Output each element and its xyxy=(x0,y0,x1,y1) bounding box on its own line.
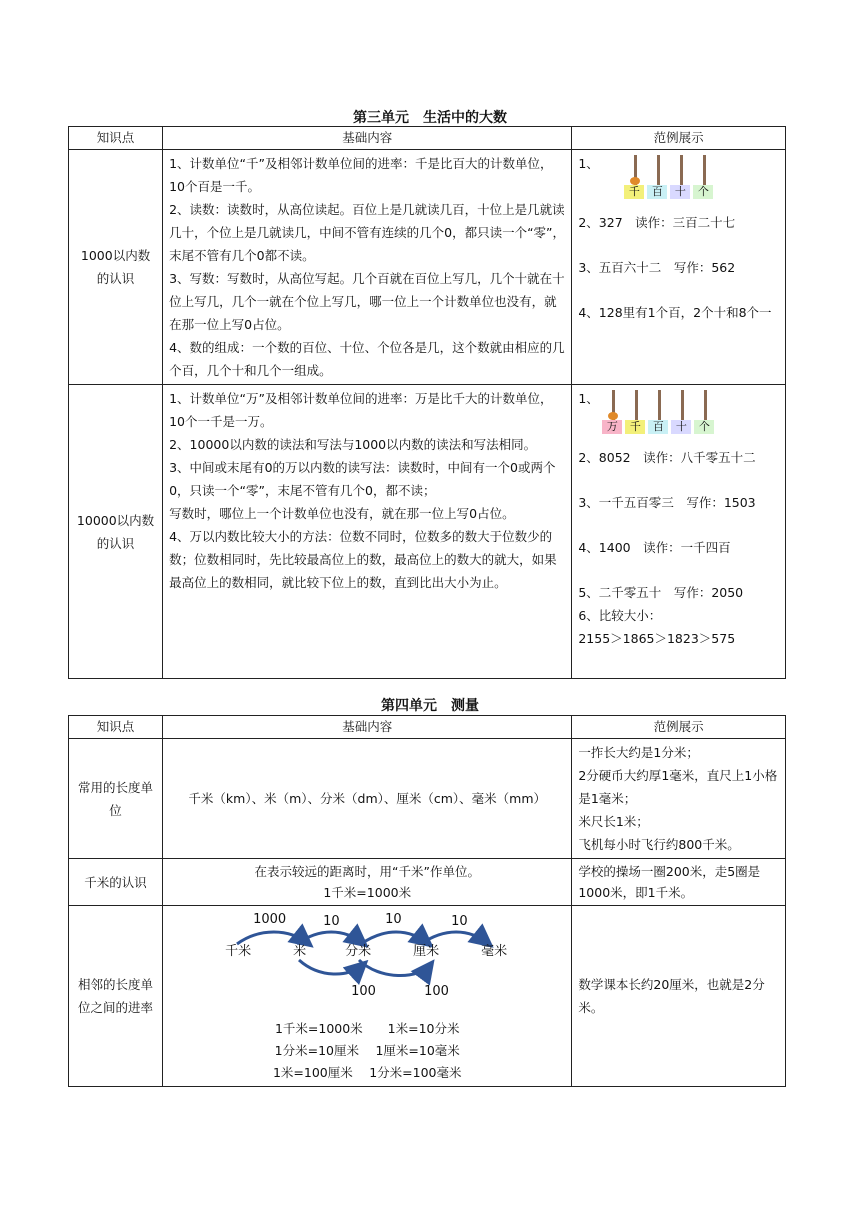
rate-label: 10 xyxy=(385,912,402,927)
example-text: 4、128里有1个百，2个十和8个一 xyxy=(578,305,772,320)
unit4-title: 第四单元 测量 xyxy=(381,698,479,714)
topic-cell: 千米的认识 xyxy=(69,859,163,906)
example-text: 2、327 读作：三百二十七 xyxy=(578,215,736,230)
place-label: 个 xyxy=(693,185,713,199)
example-text: 2155＞1865＞1823＞575 xyxy=(578,631,736,646)
place-label: 千 xyxy=(625,420,645,434)
content-cell xyxy=(163,385,572,679)
content-paragraph: 2、10000以内数的读法和写法与1000以内数的读法和写法相同。 xyxy=(169,437,537,452)
header-topic: 知识点 xyxy=(69,127,163,150)
conversion-diagram xyxy=(169,908,565,1018)
table-header-row xyxy=(69,716,786,739)
example-text: 4、1400 读作：一千四百 xyxy=(578,540,731,555)
content-paragraph: 4、万以内数比较大小的方法：位数不同时，位数多的数大于位数少的数；位数相同时，先比较最高位上的数，最高位上的数大的就大，如果最高位上的数相同，就比较下位上的数，直到比出大小为止。 xyxy=(169,529,557,590)
example-text: 6、比较大小： xyxy=(578,608,662,623)
unit-label: 厘米 xyxy=(413,944,440,959)
header-topic: 知识点 xyxy=(69,716,163,739)
unit3-table xyxy=(68,126,786,679)
table-row xyxy=(69,739,786,859)
conversion-line: 1分米=10厘米 1厘米=10毫米 xyxy=(274,1043,460,1058)
place-label: 千 xyxy=(624,185,644,199)
table-header-row xyxy=(69,127,786,150)
table-row xyxy=(69,906,786,1087)
content-paragraph: 4、数的组成：一个数的百位、十位、个位各是几，这个数就由相应的几个百，几个十和几个一组成。 xyxy=(169,340,565,378)
place-label: 个 xyxy=(694,420,714,434)
example-text: 米尺长1米； xyxy=(578,814,649,829)
example-cell xyxy=(572,739,786,859)
content-paragraph: 1、计数单位“万”及相邻计数单位间的进率：万是比千大的计数单位，10个一千是一万。 xyxy=(169,391,553,429)
example-cell xyxy=(572,150,786,385)
example-cell xyxy=(572,385,786,679)
rate-label: 10 xyxy=(451,914,468,929)
place-label: 十 xyxy=(670,185,690,199)
conversion-line: 1米=100厘米 1分米=100毫米 xyxy=(272,1065,462,1080)
example-cell: 学校的操场一圈200米，走5圈是1000米，即1千米。 xyxy=(572,859,786,906)
content-cell xyxy=(163,150,572,385)
content-paragraph: 3、中间或末尾有0的万以内数的读写法：读数时，中间有一个0或两个0，只读一个“零”，末尾不管有几个0，都不读； xyxy=(169,460,556,498)
abacus-bead xyxy=(608,412,618,420)
unit-label: 米 xyxy=(293,944,307,959)
unit-label: 毫米 xyxy=(481,944,508,959)
abacus-image xyxy=(598,155,779,207)
unit-label: 千米 xyxy=(225,944,252,959)
example-text: 5、二千零五十 写作：2050 xyxy=(578,585,744,600)
content-line: 在表示较远的距离时，用“千米”作单位。 xyxy=(254,864,480,879)
rate-label: 10 xyxy=(323,914,340,929)
content-paragraph: 2、读数：读数时，从高位读起。百位上是几就读几百，十位上是几就读几十，个位上是几就读几，中间不管有连续的几个0，都只读一个“零”，末尾不管有几个0都不读。 xyxy=(169,202,566,263)
example-text: 飞机每小时飞行约800千米。 xyxy=(578,837,740,852)
example-text: 2分硬币大约厚1毫米，直尺上1小格是1毫米； xyxy=(578,768,778,806)
place-label: 万 xyxy=(602,420,622,434)
abacus-bead xyxy=(630,177,640,185)
example-text: 3、五百六十二 写作：562 xyxy=(578,260,736,275)
conversion-line: 1千米=1000米 1米=10分米 xyxy=(274,1021,460,1036)
topic-cell: 10000以内数的认识 xyxy=(69,385,163,679)
rate-label: 100 xyxy=(424,984,449,999)
content-paragraph: 1、计数单位“千”及相邻计数单位间的进率：千是比百大的计数单位，10个百是一千。 xyxy=(169,156,553,194)
example-cell: 数学课本长约20厘米，也就是2分米。 xyxy=(572,906,786,1087)
topic-cell: 常用的长度单位 xyxy=(69,739,163,859)
example-label: 1、 xyxy=(578,391,599,406)
topic-cell: 1000以内数的认识 xyxy=(69,150,163,385)
content-line: 1千米=1000米 xyxy=(323,885,412,900)
example-text: 一拃长大约是1分米； xyxy=(578,745,699,760)
place-label: 百 xyxy=(648,420,668,434)
table-row xyxy=(69,150,786,385)
content-paragraph: 3、写数：写数时，从高位写起。几个百就在百位上写几，几个十就在十位上写几，几个一就在个位上写几，哪一位上一个计数单位也没有，就在那一位上写0占位。 xyxy=(169,271,565,332)
content-cell xyxy=(163,859,572,906)
unit4-table xyxy=(68,715,786,1087)
header-content: 基础内容 xyxy=(163,716,572,739)
unit3-title: 第三单元 生活中的大数 xyxy=(353,110,507,126)
place-label: 十 xyxy=(671,420,691,434)
header-examples: 范例展示 xyxy=(572,127,786,150)
place-label: 百 xyxy=(647,185,667,199)
content-cell xyxy=(163,906,572,1087)
example-label: 1、 xyxy=(578,156,599,171)
rate-label: 1000 xyxy=(253,912,287,927)
topic-cell: 相邻的长度单位之间的进率 xyxy=(69,906,163,1087)
rate-label: 100 xyxy=(351,984,376,999)
content-cell: 千米（km）、米（m）、分米（dm）、厘米（cm）、毫米（mm） xyxy=(163,739,572,859)
abacus-image xyxy=(598,390,779,442)
content-paragraph: 写数时，哪位上一个计数单位也没有，就在那一位上写0占位。 xyxy=(169,506,515,521)
example-text: 3、一千五百零三 写作：1503 xyxy=(578,495,756,510)
header-content: 基础内容 xyxy=(163,127,572,150)
table-row xyxy=(69,385,786,679)
table-row xyxy=(69,859,786,906)
header-examples: 范例展示 xyxy=(572,716,786,739)
unit-label: 分米 xyxy=(345,944,372,959)
example-text: 2、8052 读作：八千零五十二 xyxy=(578,450,756,465)
